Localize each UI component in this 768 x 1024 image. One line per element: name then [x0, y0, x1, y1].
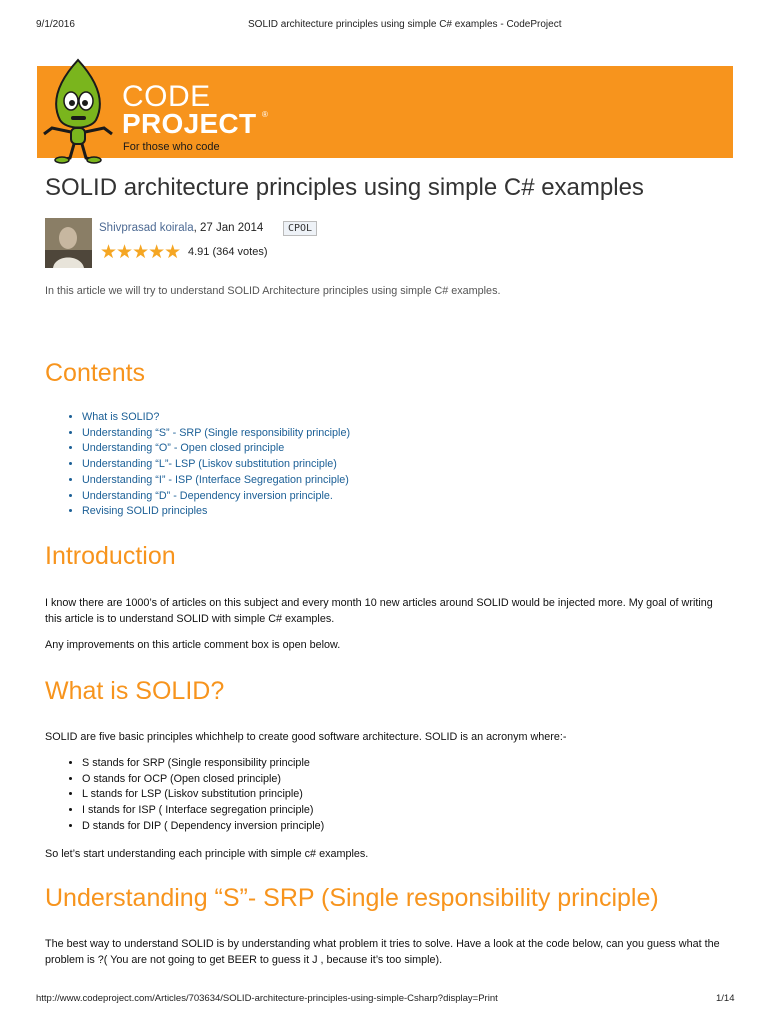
solid-principles-list [64, 756, 324, 835]
article-title: SOLID architecture principles using simple C# examples [45, 174, 644, 201]
list-item: • S stands for SRP (Single responsibility principle [82, 756, 324, 772]
introduction-paragraph-1: I know there are 1000’s of articles on this subject and every month 10 new articles around SOLID would be injected more. My goal of writing this article is to understand SOLID with simple C# examples. [45, 597, 713, 625]
introduction-heading: Introduction [45, 542, 176, 570]
toc-item-lsp[interactable]: • Understanding “L”- LSP (Liskov substitution principle) [82, 457, 350, 473]
logo-project-text: PROJECT [122, 108, 257, 139]
what-is-solid-heading: What is SOLID? [45, 677, 225, 705]
author-avatar[interactable] [45, 218, 92, 268]
author-name-link[interactable]: Shivprasad koirala [99, 222, 194, 234]
bob-mascot-icon[interactable] [38, 56, 118, 164]
contents-heading: Contents [45, 359, 146, 387]
print-date: 9/1/2016 [36, 19, 75, 30]
toc-item-dip[interactable]: • Understanding “D” - Dependency inversion principle. [82, 489, 350, 505]
print-page-number: 1/14 [716, 993, 735, 1004]
list-item: • I stands for ISP ( Interface segregation principle) [82, 803, 324, 819]
srp-heading: Understanding “S”- SRP (Single responsibility principle) [45, 884, 659, 912]
what-is-solid-paragraph: SOLID are five basic principles whichhelp to create good software architecture. SOLID is an acronym where:- [45, 731, 567, 743]
author-photo-icon [45, 218, 92, 268]
logo-tagline: For those who code [123, 141, 220, 153]
toc-item-what-is-solid[interactable]: • What is SOLID? [82, 410, 350, 426]
srp-paragraph: The best way to understand SOLID is by understanding what problem it tries to solve. Have a look at the code below, can you guess what the problem is ?( You are not going to get BEER to guess it J , because it’s too simple). [45, 938, 720, 966]
print-page-title: SOLID architecture principles using simple C# examples - CodeProject [248, 19, 562, 30]
toc-list [64, 410, 350, 520]
introduction-paragraph-2: Any improvements on this article comment box is open below. [45, 639, 341, 651]
toc-item-srp[interactable]: • Understanding “S” - SRP (Single responsibility principle) [82, 426, 350, 442]
toc-item-ocp[interactable]: • Understanding “O” - Open closed principle [82, 441, 350, 457]
article-summary: In this article we will try to understand SOLID Architecture principles using simple C# examples. [45, 285, 501, 297]
toc-item-revising[interactable]: • Revising SOLID principles [82, 504, 350, 520]
author-line [99, 222, 263, 234]
list-item: • O stands for OCP (Open closed principle) [82, 772, 324, 788]
list-item: • L stands for LSP (Liskov substitution principle) [82, 787, 324, 803]
logo-code-text: CODE [122, 80, 211, 113]
what-is-solid-closing: So let’s start understanding each principle with simple c# examples. [45, 848, 369, 860]
article-date: , 27 Jan 2014 [193, 222, 264, 234]
rating-stars[interactable]: ★★★★★ [100, 242, 181, 263]
rating-value: 4.91 (364 votes) [188, 246, 268, 258]
license-badge[interactable]: CPOL [283, 221, 317, 236]
logo-registered-mark: ® [262, 110, 268, 119]
toc-item-isp[interactable]: • Understanding “I” - ISP (Interface Segregation principle) [82, 473, 350, 489]
list-item: • D stands for DIP ( Dependency inversion principle) [82, 819, 324, 835]
print-url: http://www.codeproject.com/Articles/703634/SOLID-architecture-principles-using-simple-Csharp?display=Print [36, 993, 498, 1004]
